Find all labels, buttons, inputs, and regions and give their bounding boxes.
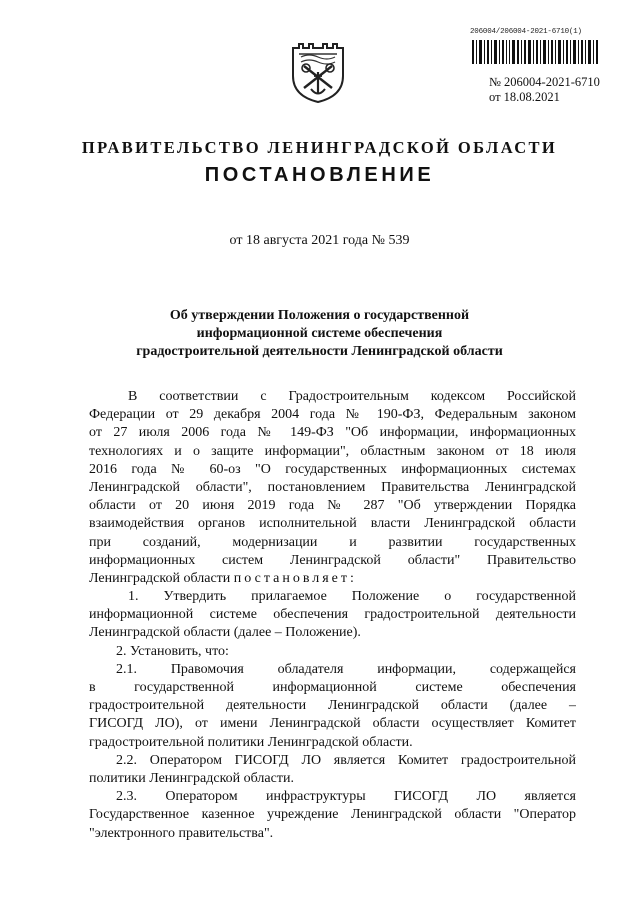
body-line: информационных систем Ленинградской области" Правительство (89, 552, 576, 568)
item-2-1-line: градостроительной деятельности Ленинградской области (далее – (89, 698, 576, 714)
item-2-2-line: 2.2. Оператором ГИСОГД ЛО является Комитет градостроительной (116, 752, 576, 768)
item-2-1-line: ГИСОГД ЛО), от имени Ленинградской области осуществляет Комитет (89, 716, 576, 732)
organization-title: ПРАВИТЕЛЬСТВО ЛЕНИНГРАДСКОЙ ОБЛАСТИ (81, 138, 558, 157)
body-line: 2016 года № 60-оз "О государственных информационных системах (89, 461, 576, 477)
item-2-1-line: градостроительной политики Ленинградской области. (89, 734, 413, 750)
body-line (89, 570, 576, 588)
item-1-line: информационной системе обеспечения градостроительной деятельности (89, 607, 576, 623)
leningrad-oblast-coat-of-arms-icon (289, 38, 347, 104)
body-line: от 27 июля 2006 года № 149-ФЗ "Об информации, информационных (89, 425, 576, 441)
item-2-1-line: в государственной информационной системе обеспечения (89, 680, 576, 695)
registration-number: № 206004-2021-6710 (489, 75, 600, 89)
document-type-heading: ПОСТАНОВЛЕНИЕ (204, 164, 435, 186)
item-2-1-line: 2.1. Правомочия обладателя информации, содержащейся (116, 661, 576, 677)
subject-line: информационной системе обеспечения (196, 326, 443, 341)
body-line: при созданий, модернизации и развитии государственных (89, 534, 576, 550)
barcode-icon (472, 40, 600, 64)
registration-date: от 18.08.2021 (489, 90, 560, 104)
item-1-line: 1. Утвердить прилагаемое Положение о государственной (128, 589, 576, 605)
item-2-heading: 2. Установить, что: (116, 643, 229, 659)
registration-code: 206004/206004-2021-6710(1) (470, 28, 582, 36)
document-body (89, 388, 576, 843)
subject-line: Об утверждении Положения о государственной (169, 308, 470, 323)
body-line: Ленинградской области", постановлением Правительства Ленинградской (89, 479, 576, 495)
resolves-word: постановляет: (233, 570, 357, 586)
subject-line: градостроительной деятельности Ленинградской области (136, 344, 503, 359)
item-2-3-line: Государственное казенное учреждение Ленинградской области "Оператор (89, 807, 576, 823)
body-line-start: Ленинградской области (89, 570, 231, 586)
item-1-line: Ленинградской области (далее – Положение). (89, 625, 361, 641)
document-date-line: от 18 августа 2021 года № 539 (229, 233, 410, 248)
body-line: взаимодействия органов исполнительной власти Ленинградской области (89, 516, 576, 532)
item-2-3-line: "электронного правительства". (89, 825, 274, 841)
body-line: технологиях и о защите информации", областным законом от 18 июля (89, 443, 576, 459)
document-subject (0, 307, 639, 361)
body-line: области от 20 июня 2019 года № 287 "Об утверждении Порядка (89, 498, 576, 514)
item-2-2-line: политики Ленинградской области. (89, 770, 294, 786)
item-2-3-line: 2.3. Оператором инфраструктуры ГИСОГД ЛО является (116, 789, 576, 805)
body-line: Федерации от 29 декабря 2004 года № 190-ФЗ, Федеральным законом (89, 407, 576, 423)
body-line: В соответствии с Градостроительным кодексом Российской (128, 389, 576, 404)
